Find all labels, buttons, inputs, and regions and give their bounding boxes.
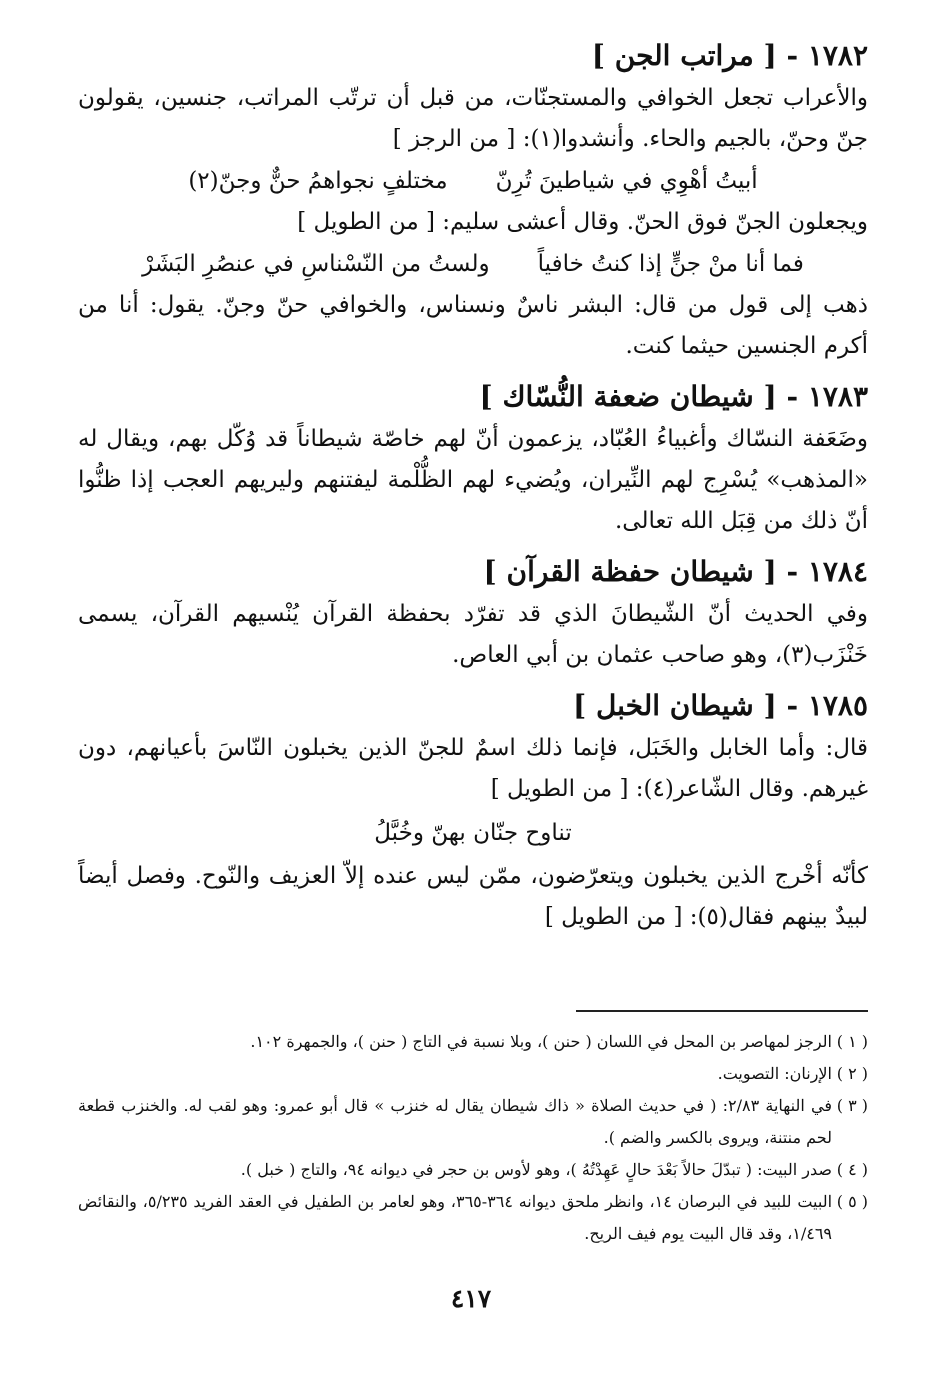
paragraph: ذهب إلى قول من قال: البشر ناسٌ ونسناس، والخوافي حنّ وجنّ. يقول: أنا من أكرم الجنسين حيثما كنت. <box>78 292 868 359</box>
footnote <box>78 1186 868 1250</box>
main-text <box>78 34 868 938</box>
footnote-text: صدر البيت: ( تبدّلَ حالاً بَعْدَ حالٍ عَهِدْتُهُ )، وهو لأوس بن حجر في ديوانه ٩٤، والتاج ( خبل ). <box>240 1160 832 1179</box>
verse-first-hemistich: أبيتُ أهْوِي في شياطينَ تُرِنّ <box>495 168 758 194</box>
footnote-number: ( ١ ) <box>836 1032 868 1051</box>
paragraph: كأنّه أخْرج الذين يخبلون ويتعرّضون، ممّن ليس عنده إلاّ العزيف والنّوح. وفصل أيضاً لبيدٌ بينهم فقال(٥): [ من الطويل ] <box>78 863 868 930</box>
section-heading: ١٧٨٢ - [ مراتب الجن ] <box>591 39 868 72</box>
footnote-text: البيت للبيد في البرصان ١٤، وانظر ملحق ديوانه ٣٦٤-٣٦٥، وهو لعامر بن الطفيل في العقد الفريد ٥/٢٣٥، والنقائض ١/٤٦٩، وقد قال البيت يوم فيف الريح. <box>78 1192 833 1243</box>
footnote-number: ( ٣ ) <box>836 1096 868 1115</box>
footnotes <box>78 1026 868 1250</box>
footnote <box>78 1090 868 1154</box>
section-1784 <box>78 550 868 676</box>
section-1785 <box>78 684 868 938</box>
footnote-divider <box>576 1010 868 1012</box>
paragraph: ويجعلون الجنّ فوق الحنّ. وقال أعشى سليم: [ من الطويل ] <box>297 209 868 235</box>
verse-second-hemistich: مختلفٍ نجواهمُ حنٌّ وجنّ(٢) <box>188 168 448 194</box>
footnote-text: في النهاية ٢/٨٣: ( في حديث الصلاة « ذاك شيطان يقال له خنزب » قال أبو عمرو: وهو لقب له. والخنزب قطعة لحم منتنة، ويروى بالكسر والضم ). <box>78 1096 833 1147</box>
section-1782 <box>78 34 868 367</box>
section-heading: ١٧٨٥ - [ شيطان الخبل ] <box>572 689 868 722</box>
footnote <box>78 1154 868 1186</box>
paragraph: وفي الحديث أنّ الشّيطانَ الذي قد تفرّد بحفظة القرآن يُنْسيهم القرآن، يسمى خَنْزَب(٣)، وهو صاحب عثمان بن أبي العاص. <box>78 601 868 668</box>
poem-verse <box>78 243 868 285</box>
poem-verse <box>78 160 868 202</box>
footnote-number: ( ٥ ) <box>836 1192 868 1211</box>
section-1783 <box>78 375 868 542</box>
footnote-number: ( ٢ ) <box>836 1064 868 1083</box>
poem-verse: تناوح جنّان بهنّ وخُبَّلُ <box>374 820 572 846</box>
verse-first-hemistich: فما أنا منْ جنٍّ إذا كنتُ خافياً <box>537 251 804 277</box>
footnote-number: ( ٤ ) <box>836 1160 868 1179</box>
paragraph: وضَعَفة النسّاك وأغبياءُ العُبّاد، يزعمون أنّ لهم خاصّة شيطاناً قد وُكّل بهم، ويقال له «المذهب» يُسْرِج لهم النِّيران، ويُضيء لهم الظُّلْمة ليفتنهم وليريهم العجب إذا ظنُّوا أنّ ذلك من قِبَل الله تعالى. <box>78 426 868 534</box>
section-heading: ١٧٨٤ - [ شيطان حفظة القرآن ] <box>483 555 868 588</box>
footnote <box>78 1058 868 1090</box>
section-heading: ١٧٨٣ - [ شيطان ضعفة النُّسّاك ] <box>479 380 868 413</box>
paragraph: والأعراب تجعل الخوافي والمستجنّات، من قبل أن ترتّب المراتب، جنسين، يقولون جنّ وحنّ، بالجيم والحاء. وأنشدوا(١): [ من الرجز ] <box>78 85 868 152</box>
footnote-text: الرجز لمهاصر بن المحل في اللسان ( حنن )، وبلا نسبة في التاج ( حنن )، والجمهرة ١٠٢. <box>250 1032 832 1051</box>
page-number: ٤١٧ <box>450 1284 492 1313</box>
footnote <box>78 1026 868 1058</box>
footnote-text: الإرنان: التصويت. <box>717 1064 832 1083</box>
verse-second-hemistich: ولستُ من النّسْناسِ في عنصُرِ البَشَرْ <box>142 251 490 277</box>
paragraph: قال: وأما الخابل والخَبَل، فإنما ذلك اسمٌ للجنّ الذين يخبلون النّاسَ بأعيانهم، دون غيرهم. وقال الشّاعر(٤): [ من الطويل ] <box>78 735 868 802</box>
